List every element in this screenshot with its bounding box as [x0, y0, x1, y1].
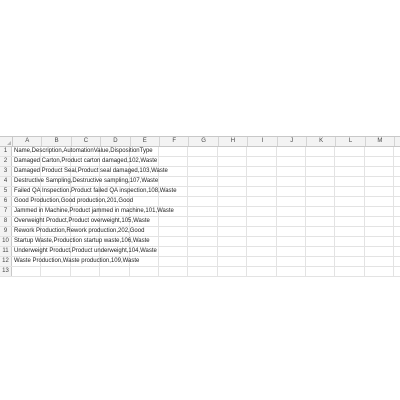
- cell-f1[interactable]: [159, 147, 188, 156]
- cell-h2[interactable]: [218, 157, 247, 166]
- cell-f9[interactable]: [159, 227, 188, 236]
- cell-l4[interactable]: [335, 177, 364, 186]
- column-header-row: [0, 136, 400, 147]
- cell-i1[interactable]: [247, 147, 276, 156]
- column-header-m[interactable]: M: [366, 137, 395, 146]
- cell-g11[interactable]: [188, 247, 217, 256]
- cell-a8-value: Overweight Product,Product overweight,105,Waste: [14, 218, 150, 224]
- table-row: [0, 147, 400, 157]
- cell-l12[interactable]: [335, 257, 364, 266]
- cell-h3[interactable]: [218, 167, 247, 176]
- cell-m6[interactable]: [365, 197, 394, 206]
- cell-i11[interactable]: [247, 247, 276, 256]
- row-header[interactable]: 4: [0, 177, 12, 186]
- table-row: [0, 247, 400, 257]
- cell-k5[interactable]: [306, 187, 335, 196]
- cell-i13[interactable]: [247, 267, 276, 276]
- cell-l1[interactable]: [335, 147, 364, 156]
- cell-j1[interactable]: [277, 147, 306, 156]
- cell-a11-value: Underweight Product,Product underweight,104,Waste: [14, 248, 157, 254]
- cell-g1[interactable]: [188, 147, 217, 156]
- column-header-k[interactable]: K: [307, 137, 336, 146]
- cell-g8[interactable]: [188, 217, 217, 226]
- column-header-i[interactable]: I: [248, 137, 277, 146]
- cell-j2[interactable]: [277, 157, 306, 166]
- cell-k2[interactable]: [306, 157, 335, 166]
- cell-l11[interactable]: [335, 247, 364, 256]
- cell-l2[interactable]: [335, 157, 364, 166]
- cell-j8[interactable]: [277, 217, 306, 226]
- row-header[interactable]: 10: [0, 237, 12, 246]
- column-header-a[interactable]: A: [13, 137, 42, 146]
- cell-i7[interactable]: [247, 207, 276, 216]
- row-cells: [12, 197, 400, 206]
- cell-c13[interactable]: [71, 267, 100, 276]
- cell-j6[interactable]: [277, 197, 306, 206]
- cell-m5[interactable]: [365, 187, 394, 196]
- cell-a4-value: Destructive Sampling,Destructive sampling,107,Waste: [14, 178, 159, 184]
- cell-g5[interactable]: [188, 187, 217, 196]
- cell-a2-value: Damaged Carton,Product carton damaged,102,Waste: [14, 158, 158, 164]
- row-header[interactable]: 7: [0, 207, 12, 216]
- cell-j9[interactable]: [277, 227, 306, 236]
- column-header-f[interactable]: F: [160, 137, 189, 146]
- cell-a9-value: Rework Production,Rework production,202,Good: [14, 228, 145, 234]
- cell-f4[interactable]: [159, 177, 188, 186]
- cell-m1[interactable]: [365, 147, 394, 156]
- cell-j7[interactable]: [277, 207, 306, 216]
- cell-m4[interactable]: [365, 177, 394, 186]
- cell-i2[interactable]: [247, 157, 276, 166]
- cell-i5[interactable]: [247, 187, 276, 196]
- column-header-b[interactable]: B: [42, 137, 71, 146]
- row-cells: [12, 237, 400, 246]
- row-cells: [12, 157, 400, 166]
- cell-b13[interactable]: [41, 267, 70, 276]
- cell-j4[interactable]: [277, 177, 306, 186]
- row-cells: [12, 207, 400, 216]
- cell-j3[interactable]: [277, 167, 306, 176]
- cell-h7[interactable]: [218, 207, 247, 216]
- row-cells: [12, 177, 400, 186]
- cell-g2[interactable]: [188, 157, 217, 166]
- table-row: [0, 267, 400, 277]
- cell-h12[interactable]: [218, 257, 247, 266]
- cell-j5[interactable]: [277, 187, 306, 196]
- cell-m10[interactable]: [365, 237, 394, 246]
- cell-l10[interactable]: [335, 237, 364, 246]
- cell-l9[interactable]: [335, 227, 364, 236]
- cell-j13[interactable]: [277, 267, 306, 276]
- cell-g10[interactable]: [188, 237, 217, 246]
- cell-j10[interactable]: [277, 237, 306, 246]
- cell-a3-value: Damaged Product Seal,Product seal damaged,103,Waste: [14, 168, 168, 174]
- table-row: [0, 237, 400, 247]
- cell-m7[interactable]: [365, 207, 394, 216]
- cell-i4[interactable]: [247, 177, 276, 186]
- row-header[interactable]: 3: [0, 167, 12, 176]
- cell-l7[interactable]: [335, 207, 364, 216]
- cell-l3[interactable]: [335, 167, 364, 176]
- row-cells: [12, 187, 400, 196]
- cell-f8[interactable]: [159, 217, 188, 226]
- cell-i12[interactable]: [247, 257, 276, 266]
- cell-f11[interactable]: [159, 247, 188, 256]
- cell-g7[interactable]: [188, 207, 217, 216]
- table-row: [0, 187, 400, 197]
- cell-h9[interactable]: [218, 227, 247, 236]
- cell-g3[interactable]: [188, 167, 217, 176]
- cell-g6[interactable]: [188, 197, 217, 206]
- select-all-button[interactable]: [0, 137, 13, 146]
- column-header-g[interactable]: G: [189, 137, 218, 146]
- cell-m9[interactable]: [365, 227, 394, 236]
- column-header-e[interactable]: E: [131, 137, 160, 146]
- table-row: [0, 227, 400, 237]
- cell-a12-value: Waste Production,Waste production,109,Waste: [14, 258, 140, 264]
- row-header[interactable]: 11: [0, 247, 12, 256]
- cell-e6[interactable]: [130, 197, 159, 206]
- row-cells: [12, 147, 400, 156]
- row-cells: [12, 227, 400, 236]
- row-cells: [12, 247, 400, 256]
- cell-k6[interactable]: [306, 197, 335, 206]
- cell-k1[interactable]: [306, 147, 335, 156]
- cell-i10[interactable]: [247, 237, 276, 246]
- cell-i6[interactable]: [247, 197, 276, 206]
- cell-h11[interactable]: [218, 247, 247, 256]
- cell-f12[interactable]: [159, 257, 188, 266]
- column-header-l[interactable]: L: [336, 137, 365, 146]
- cell-e13[interactable]: [130, 267, 159, 276]
- row-header[interactable]: 12: [0, 257, 12, 266]
- row-cells: [12, 257, 400, 266]
- cell-k7[interactable]: [306, 207, 335, 216]
- row-cells: [12, 217, 400, 226]
- cell-g9[interactable]: [188, 227, 217, 236]
- cell-k10[interactable]: [306, 237, 335, 246]
- cell-l8[interactable]: [335, 217, 364, 226]
- cell-a7-value: Jammed in Machine,Product jammed in machine,101,Waste: [14, 208, 174, 214]
- cell-g13[interactable]: [188, 267, 217, 276]
- cell-f2[interactable]: [159, 157, 188, 166]
- cell-l5[interactable]: [335, 187, 364, 196]
- cell-a10-value: Startup Waste,Production startup waste,106,Waste: [14, 238, 150, 244]
- spreadsheet-grid: [0, 136, 400, 277]
- cell-a13[interactable]: [12, 267, 41, 276]
- cell-f13[interactable]: [159, 267, 188, 276]
- row-header[interactable]: 8: [0, 217, 12, 226]
- cell-m3[interactable]: [365, 167, 394, 176]
- cell-l6[interactable]: [335, 197, 364, 206]
- table-row: [0, 177, 400, 187]
- row-header[interactable]: 13: [0, 267, 12, 276]
- cell-l13[interactable]: [335, 267, 364, 276]
- cell-h5[interactable]: [218, 187, 247, 196]
- cell-m2[interactable]: [365, 157, 394, 166]
- cell-i9[interactable]: [247, 227, 276, 236]
- row-cells: [12, 267, 400, 276]
- table-row: [0, 167, 400, 177]
- row-header[interactable]: 9: [0, 227, 12, 236]
- cell-a5-value: Failed QA Inspection,Product failed QA inspection,108,Waste: [14, 188, 177, 194]
- cell-h6[interactable]: [218, 197, 247, 206]
- cell-h8[interactable]: [218, 217, 247, 226]
- cell-a6-value: Good Production,Good production,201,Good: [14, 198, 134, 204]
- cell-h1[interactable]: [218, 147, 247, 156]
- cell-g12[interactable]: [188, 257, 217, 266]
- table-row: [0, 207, 400, 217]
- cell-k11[interactable]: [306, 247, 335, 256]
- table-row: [0, 197, 400, 207]
- rows-container: [0, 147, 400, 277]
- column-header-c[interactable]: C: [72, 137, 101, 146]
- cell-j11[interactable]: [277, 247, 306, 256]
- cell-m12[interactable]: [365, 257, 394, 266]
- cell-m8[interactable]: [365, 217, 394, 226]
- cell-k9[interactable]: [306, 227, 335, 236]
- table-row: [0, 257, 400, 267]
- column-header-h[interactable]: H: [219, 137, 248, 146]
- cell-h4[interactable]: [218, 177, 247, 186]
- cell-m13[interactable]: [365, 267, 394, 276]
- row-header[interactable]: 2: [0, 157, 12, 166]
- cell-d13[interactable]: [100, 267, 129, 276]
- column-header-d[interactable]: D: [101, 137, 130, 146]
- cell-k12[interactable]: [306, 257, 335, 266]
- cell-f6[interactable]: [159, 197, 188, 206]
- cell-m11[interactable]: [365, 247, 394, 256]
- cell-a1-value: Name,Description,AutomationValue,DispositionType: [14, 148, 153, 154]
- column-header-j[interactable]: J: [278, 137, 307, 146]
- row-header[interactable]: 1: [0, 147, 12, 156]
- cell-j12[interactable]: [277, 257, 306, 266]
- row-header[interactable]: 5: [0, 187, 12, 196]
- cell-k13[interactable]: [306, 267, 335, 276]
- cell-h10[interactable]: [218, 237, 247, 246]
- cell-k3[interactable]: [306, 167, 335, 176]
- table-row: [0, 217, 400, 227]
- table-row: [0, 157, 400, 167]
- row-cells: [12, 167, 400, 176]
- row-header[interactable]: 6: [0, 197, 12, 206]
- cell-h13[interactable]: [218, 267, 247, 276]
- cell-k4[interactable]: [306, 177, 335, 186]
- cell-i3[interactable]: [247, 167, 276, 176]
- cell-i8[interactable]: [247, 217, 276, 226]
- cell-g4[interactable]: [188, 177, 217, 186]
- cell-f10[interactable]: [159, 237, 188, 246]
- cell-k8[interactable]: [306, 217, 335, 226]
